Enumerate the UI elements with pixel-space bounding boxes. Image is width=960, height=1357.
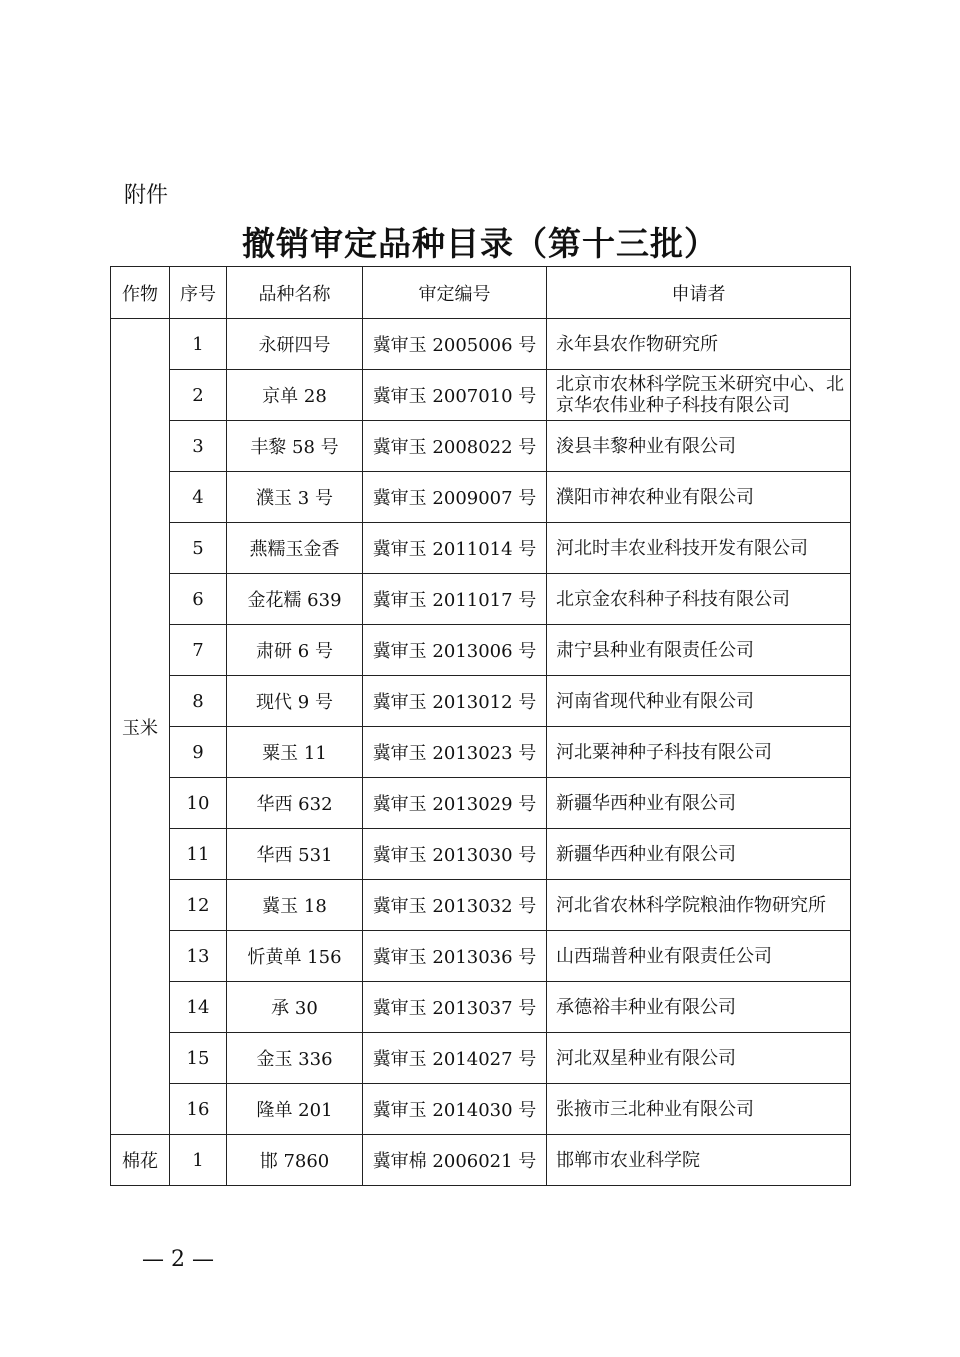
row-number-cell: 1	[170, 319, 227, 370]
variety-name-cell: 邯 7860	[227, 1135, 363, 1186]
table-row	[111, 1135, 851, 1186]
applicant-cell: 北京金农科种子科技有限公司	[547, 574, 851, 625]
variety-name-cell: 隆单 201	[227, 1084, 363, 1135]
approval-code-cell: 冀审玉 2013023 号	[363, 727, 547, 778]
approval-code-cell: 冀审玉 2013036 号	[363, 931, 547, 982]
table-row	[111, 319, 851, 370]
applicant-cell: 河北粟神种子科技有限公司	[547, 727, 851, 778]
applicant-cell: 新疆华西种业有限公司	[547, 829, 851, 880]
row-number-cell: 1	[170, 1135, 227, 1186]
table-row	[111, 880, 851, 931]
approval-code-cell: 冀审玉 2013037 号	[363, 982, 547, 1033]
table-row	[111, 421, 851, 472]
table-row	[111, 931, 851, 982]
variety-name-cell: 华西 632	[227, 778, 363, 829]
applicant-cell: 肃宁县种业有限责任公司	[547, 625, 851, 676]
applicant-cell: 张掖市三北种业有限公司	[547, 1084, 851, 1135]
variety-name-cell: 肃研 6 号	[227, 625, 363, 676]
applicant-cell: 濮阳市神农种业有限公司	[547, 472, 851, 523]
page-number: — 2 —	[142, 1247, 214, 1272]
table-row	[111, 1033, 851, 1084]
row-number-cell: 16	[170, 1084, 227, 1135]
row-number-cell: 11	[170, 829, 227, 880]
applicant-cell: 河南省现代种业有限公司	[547, 676, 851, 727]
row-number-cell: 4	[170, 472, 227, 523]
row-number-cell: 6	[170, 574, 227, 625]
approval-code-cell: 冀审玉 2011014 号	[363, 523, 547, 574]
applicant-cell: 承德裕丰种业有限公司	[547, 982, 851, 1033]
row-number-cell: 3	[170, 421, 227, 472]
variety-name-cell: 金花糯 639	[227, 574, 363, 625]
row-number-cell: 2	[170, 370, 227, 421]
table-row	[111, 829, 851, 880]
variety-name-cell: 承 30	[227, 982, 363, 1033]
row-number-cell: 8	[170, 676, 227, 727]
table-header-row	[111, 267, 851, 319]
row-number-cell: 10	[170, 778, 227, 829]
variety-name-cell: 粟玉 11	[227, 727, 363, 778]
row-number-cell: 5	[170, 523, 227, 574]
table-row	[111, 1084, 851, 1135]
variety-name-cell: 金玉 336	[227, 1033, 363, 1084]
approval-code-cell: 冀审玉 2013012 号	[363, 676, 547, 727]
approval-code-cell: 冀审玉 2014030 号	[363, 1084, 547, 1135]
row-number-cell: 13	[170, 931, 227, 982]
approval-code-cell: 冀审玉 2011017 号	[363, 574, 547, 625]
header-number: 序号	[170, 267, 227, 319]
crop-cell: 棉花	[111, 1135, 170, 1186]
variety-name-cell: 现代 9 号	[227, 676, 363, 727]
applicant-cell: 河北时丰农业科技开发有限公司	[547, 523, 851, 574]
row-number-cell: 14	[170, 982, 227, 1033]
applicant-cell: 浚县丰黎种业有限公司	[547, 421, 851, 472]
approval-code-cell: 冀审玉 2013032 号	[363, 880, 547, 931]
applicant-cell: 永年县农作物研究所	[547, 319, 851, 370]
approval-code-cell: 冀审玉 2005006 号	[363, 319, 547, 370]
table-row	[111, 727, 851, 778]
header-crop: 作物	[111, 267, 170, 319]
table-row	[111, 778, 851, 829]
applicant-cell: 山西瑞普种业有限责任公司	[547, 931, 851, 982]
applicant-cell: 北京市农林科学院玉米研究中心、北京华农伟业种子科技有限公司	[547, 370, 851, 421]
approval-code-cell: 冀审玉 2014027 号	[363, 1033, 547, 1084]
variety-name-cell: 京单 28	[227, 370, 363, 421]
variety-name-cell: 丰黎 58 号	[227, 421, 363, 472]
applicant-cell: 邯郸市农业科学院	[547, 1135, 851, 1186]
table-row	[111, 574, 851, 625]
row-number-cell: 7	[170, 625, 227, 676]
variety-name-cell: 忻黄单 156	[227, 931, 363, 982]
variety-name-cell: 燕糯玉金香	[227, 523, 363, 574]
variety-name-cell: 永研四号	[227, 319, 363, 370]
approval-code-cell: 冀审玉 2008022 号	[363, 421, 547, 472]
row-number-cell: 15	[170, 1033, 227, 1084]
header-applicant: 申请者	[547, 267, 851, 319]
variety-name-cell: 华西 531	[227, 829, 363, 880]
table-row	[111, 625, 851, 676]
row-number-cell: 12	[170, 880, 227, 931]
approval-code-cell: 冀审玉 2013006 号	[363, 625, 547, 676]
table-body	[111, 319, 851, 1186]
applicant-cell: 河北双星种业有限公司	[547, 1033, 851, 1084]
applicant-cell: 新疆华西种业有限公司	[547, 778, 851, 829]
header-variety-name: 品种名称	[227, 267, 363, 319]
variety-name-cell: 濮玉 3 号	[227, 472, 363, 523]
approval-code-cell: 冀审玉 2009007 号	[363, 472, 547, 523]
variety-name-cell: 冀玉 18	[227, 880, 363, 931]
table-row	[111, 370, 851, 421]
table-row	[111, 472, 851, 523]
approval-code-cell: 冀审棉 2006021 号	[363, 1135, 547, 1186]
applicant-cell: 河北省农林科学院粮油作物研究所	[547, 880, 851, 931]
page-title: 撤销审定品种目录（第十三批）	[242, 224, 718, 263]
header-approval-code: 审定编号	[363, 267, 547, 319]
table-row	[111, 982, 851, 1033]
crop-cell: 玉米	[111, 319, 170, 1135]
row-number-cell: 9	[170, 727, 227, 778]
attachment-label: 附件	[124, 183, 169, 208]
approval-code-cell: 冀审玉 2013030 号	[363, 829, 547, 880]
table-row	[111, 523, 851, 574]
revoked-varieties-table	[110, 266, 851, 1186]
table-row	[111, 676, 851, 727]
approval-code-cell: 冀审玉 2013029 号	[363, 778, 547, 829]
approval-code-cell: 冀审玉 2007010 号	[363, 370, 547, 421]
